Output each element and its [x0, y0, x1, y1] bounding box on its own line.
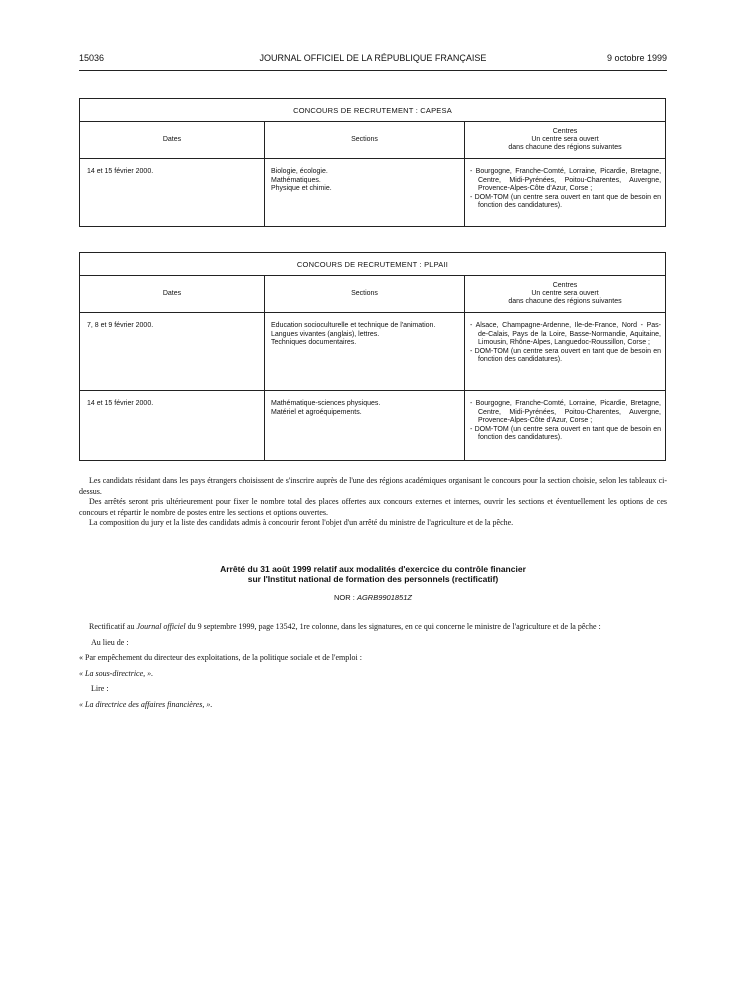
table-row [80, 391, 666, 461]
quote-line: « Par empêchement du directeur des exploitations, de la politique sociale et de l'emploi : [79, 653, 362, 662]
header-rule [79, 70, 667, 71]
table-title: CONCOURS DE RECRUTEMENT : PLPAII [80, 253, 666, 276]
page-number: 15036 [79, 53, 105, 63]
row-date: 7, 8 et 9 février 2000. [80, 313, 265, 391]
row-date: 14 et 15 février 2000. [80, 159, 265, 227]
table-title: CONCOURS DE RECRUTEMENT : CAPESA [80, 99, 666, 122]
row-regions: - Alsace, Champagne-Ardenne, Ile-de-France, Nord - Pas-de-Calais, Pays de la Loire, Basse-Normandie, Aquitaine, Limousin, Rhône-Alpes, Languedoc-Roussillon, Corse ; - DOM-TOM (un centre sera ouvert en tant que de besoin en fonction des candidatures). [465, 313, 666, 391]
paragraph: Des arrêtés seront pris ultérieurement pour fixer le nombre total des places offertes aux concours externes et internes, ouvrir les sections et éventuellement les options de ces concours et répartir le nombre de postes entre les sections et options ouvertes. [79, 497, 667, 517]
paragraph: Les candidats résidant dans les pays étrangers choisissent de s'inscrire auprès de l'une des régions académiques organisant le concours pour la section choisie, selon les tableaux ci-dessus. [79, 476, 667, 496]
rectificatif-body [79, 622, 667, 710]
paragraph: La composition du jury et la liste des candidats admis à concourir feront l'objet d'un arrêté du ministre de l'agriculture et de la pêche. [89, 518, 514, 527]
page-header [79, 53, 667, 67]
issue-date: 9 octobre 1999 [606, 53, 667, 63]
arrete-title: Arrêté du 31 août 1999 relatif aux modalités d'exercice du contrôle financier sur l'Institut national de formation des personnels (rectificatif) [220, 564, 526, 584]
rectificatif-paragraph: Rectificatif au Journal officiel du 9 septembre 1999, page 13542, 1re colonne, dans les signatures, en ce qui concerne le ministre de l'agriculture et de la pêche : [89, 622, 601, 631]
plpa-table [79, 252, 666, 461]
col-dates: Dates [80, 122, 265, 159]
col-sections: Sections [265, 276, 465, 313]
col-sections: Sections [265, 122, 465, 159]
lire: Lire : [91, 684, 109, 693]
row-regions: - Bourgogne, Franche-Comté, Lorraine, Picardie, Bretagne, Centre, Midi-Pyrénées, Poitou-Charentes, Auvergne, Provence-Alpes-Côte d'Azur, Corse ; - DOM-TOM (un centre sera ouvert en tant que de besoin en fonction des candidatures). [465, 159, 666, 227]
table-row [80, 159, 666, 227]
quote-line: « La sous-directrice, ». [79, 668, 154, 678]
col-dates: Dates [80, 276, 265, 313]
table-row [80, 313, 666, 391]
col-centres: Centres Un centre sera ouvert dans chacune des régions suivantes [465, 276, 666, 313]
row-regions: - Bourgogne, Franche-Comté, Lorraine, Picardie, Bretagne, Centre, Midi-Pyrénées, Poitou-Charentes, Auvergne, Provence-Alpes-Côte d'Azur, Corse ; - DOM-TOM (un centre sera ouvert en tant que de besoin en fonction des candidatures). [465, 391, 666, 461]
col-centres: Centres Un centre sera ouvert dans chacune des régions suivantes [465, 122, 666, 159]
journal-title: JOURNAL OFFICIEL DE LA RÉPUBLIQUE FRANÇAISE [259, 53, 487, 63]
au-lieu-de: Au lieu de : [91, 637, 129, 647]
row-sections: Biologie, écologie. Mathématiques. Physique et chimie. [265, 159, 465, 227]
body-paragraphs [79, 476, 667, 529]
row-date: 14 et 15 février 2000. [80, 391, 265, 461]
quote-line: « La directrice des affaires financières, ». [79, 699, 213, 709]
row-sections: Education socioculturelle et technique de l'animation. Langues vivantes (anglais), lettres. Techniques documentaires. [265, 313, 465, 391]
row-sections: Mathématique-sciences physiques. Matériel et agroéquipements. [265, 391, 465, 461]
capesa-table [79, 98, 666, 227]
nor-reference: NOR : AGRB9901851Z [334, 593, 412, 602]
